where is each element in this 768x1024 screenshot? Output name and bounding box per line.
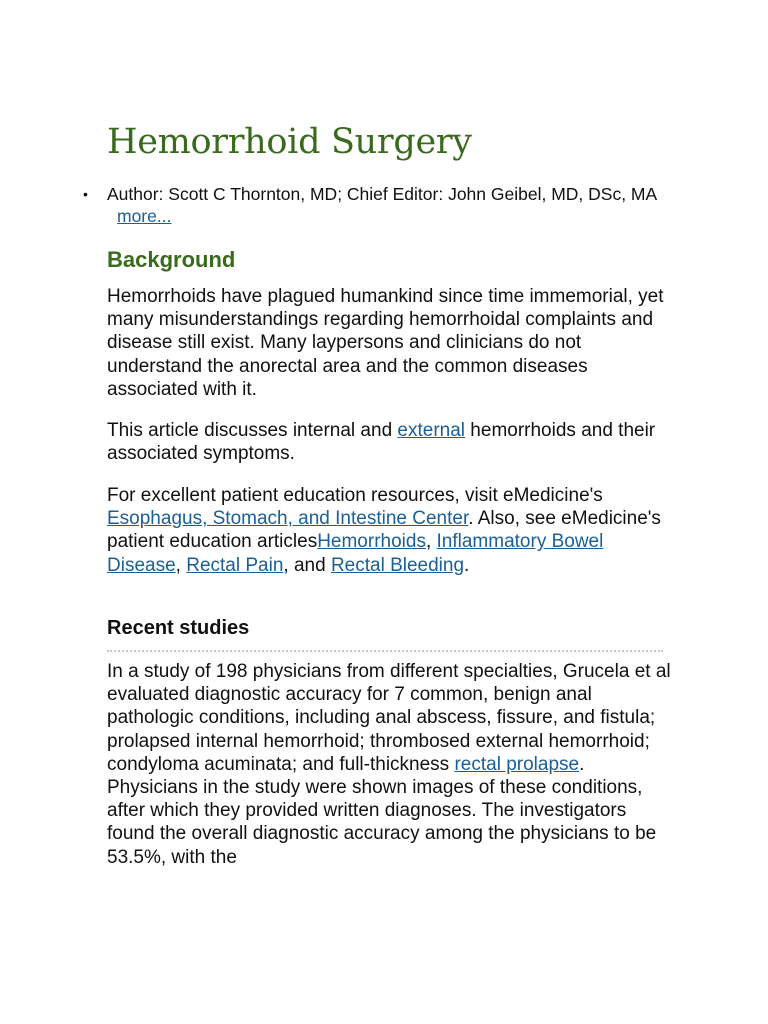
resources-end: . [464,554,470,576]
external-link[interactable]: external [397,420,466,441]
resources-sep: , and [283,554,331,576]
background-paragraph: Hemorrhoids have plagued humankind since time immemorial, yet many misunderstandings regarding hemorrhoidal complaints and disease still exist. Many laypersons and clinicians do not understand the anorectal area and the common diseases associated with it. [107,286,664,400]
resources-sep: , [425,531,437,553]
ibd-link[interactable]: Inflammatory Bowel Disease [107,531,604,576]
rectal-bleeding-link[interactable]: Rectal Bleeding [330,554,465,576]
section-divider [107,650,663,652]
author-text: Author: Scott C Thornton, MD; Chief Editor: John Geibel, MD, DSc, MA [107,184,657,204]
hemorrhoids-link[interactable]: Hemorrhoids [317,531,426,553]
background-heading: Background [107,247,236,272]
rectal-prolapse-link[interactable]: rectal prolapse [454,753,580,775]
scope-text-before: This article discusses internal and [107,420,398,441]
resources-mid: . Also, see eMedicine's patient education articles [107,508,661,553]
more-link[interactable]: more... [117,206,172,226]
resources-intro: For excellent patient education resources, visit eMedicine's [107,485,603,506]
resources-paragraph [107,484,672,577]
resources-sep: , [175,554,187,576]
study-text-before: In a study of 198 physicians from different specialties, Grucela et al evaluated diagnostic accuracy for 7 common, benign anal pathologic conditions, including anal abscess, fissure, and fistula; prolapsed internal hemorrhoid; thrombosed external hemorrhoid; condyloma acuminata; and full-thickness [107,661,671,775]
author-line [83,183,667,227]
bullet-icon: • [83,186,88,202]
esophagus-center-link[interactable]: Esophagus, Stomach, and Intestine Center [107,508,469,530]
rectal-pain-link[interactable]: Rectal Pain [186,554,284,576]
study-text-after: . Physicians in the study were shown images of these conditions, after which they provided written diagnoses. The investigators found the overall diagnostic accuracy among the physicians to be 53.5%, with the [107,753,657,868]
scope-paragraph [107,419,672,465]
scope-text-after: hemorrhoids and their associated symptoms. [107,420,656,465]
study-paragraph [107,660,672,869]
recent-studies-heading: Recent studies [107,617,250,639]
page-title: Hemorrhoid Surgery [107,122,472,162]
